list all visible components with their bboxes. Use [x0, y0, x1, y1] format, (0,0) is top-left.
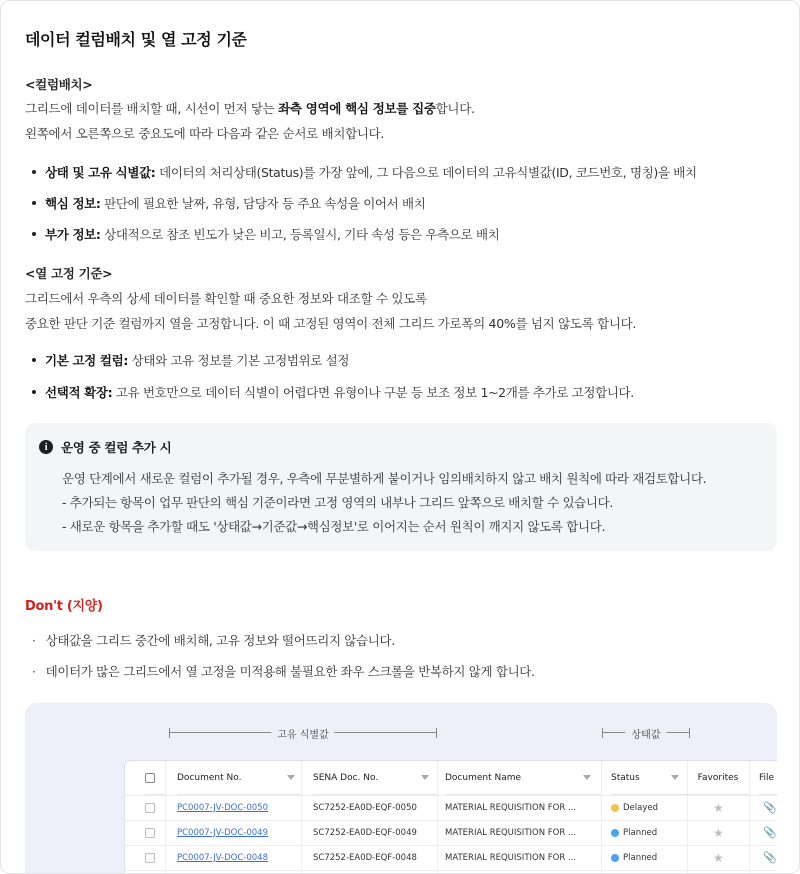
- header-sena-doc-no[interactable]: [313, 761, 437, 795]
- list-item: [32, 351, 349, 369]
- bullet-label: 상태 및 고유 식별값:: [45, 165, 156, 180]
- select-all-checkbox[interactable]: [145, 773, 155, 783]
- status-cell: [611, 820, 657, 845]
- row-checkbox[interactable]: [145, 853, 155, 863]
- star-icon[interactable]: ★: [713, 850, 724, 865]
- row-checkbox-cell: [145, 845, 155, 870]
- text-segment: 합니다.: [435, 101, 475, 116]
- header-label: File: [759, 772, 775, 783]
- column-divider: [301, 761, 302, 874]
- column-layout-line2: 왼쪽에서 오른쪽으로 중요도에 따라 다음과 같은 순서로 배치합니다.: [25, 126, 385, 141]
- info-icon: i: [39, 440, 53, 454]
- column-fixing-line1: 그리드에서 우측의 상세 데이터를 확인할 때 중요한 정보와 대조할 수 있도록: [25, 291, 427, 306]
- document-no-cell[interactable]: [177, 845, 268, 870]
- dont-item-text: 데이터가 많은 그리드에서 열 고정을 미적용해 불필요한 좌우 스크롤을 반복하지 않게 합니다.: [45, 664, 535, 679]
- bracket-label: 고유 식별값: [271, 726, 334, 741]
- header-document-no[interactable]: [177, 761, 301, 795]
- row-checkbox[interactable]: [145, 803, 155, 813]
- id-bracket: [169, 728, 437, 741]
- column-divider: [165, 761, 166, 874]
- column-divider: [749, 761, 750, 874]
- data-grid: [125, 761, 777, 874]
- header-label: Status: [611, 772, 640, 783]
- filter-icon[interactable]: [287, 775, 295, 780]
- document-link[interactable]: PC0007-JV-DOC-0049: [177, 827, 268, 838]
- header-status[interactable]: [611, 761, 687, 795]
- document-link[interactable]: PC0007-JV-DOC-0050: [177, 802, 268, 813]
- column-divider: [601, 761, 602, 874]
- paperclip-icon[interactable]: 📎: [763, 801, 777, 814]
- column-layout-heading: <컬럼배치>: [25, 77, 93, 92]
- middle-dot: ·: [32, 664, 36, 679]
- bracket-label: 상태값: [626, 726, 667, 741]
- header-label: Favorites: [697, 772, 739, 783]
- header-favorites[interactable]: [687, 761, 749, 795]
- filter-icon[interactable]: [421, 775, 429, 780]
- example-grid-panel: [25, 703, 777, 874]
- column-fixing-heading: <열 고정 기준>: [25, 266, 113, 281]
- note-title: [39, 438, 171, 456]
- sena-doc-no-cell: SC7252-EA0D-EQF-0050: [313, 802, 417, 813]
- note-line: 운영 단계에서 새로운 컬럼이 추가될 경우, 우측에 무분별하게 붙이거나 임의배치하지 않고 배치 원칙에 따라 재검토합니다.: [62, 471, 707, 486]
- bullet-text: 고유 번호만으로 데이터 식별이 어렵다면 유형이나 구분 등 보조 정보 1~2개를 추가로 고정합니다.: [112, 385, 634, 400]
- header-document-name[interactable]: [445, 761, 601, 795]
- column-divider: [437, 761, 438, 874]
- bullet-dot: [32, 170, 36, 174]
- filter-icon[interactable]: [671, 775, 679, 780]
- bullet-text: 상대적으로 참조 빈도가 낮은 비고, 등록일시, 기타 속성 등은 우측으로 배치: [100, 227, 500, 242]
- note-title-text: 운영 중 컬럼 추가 시: [61, 440, 172, 455]
- sena-doc-no-cell: SC7252-EA0D-EQF-0049: [313, 827, 417, 838]
- bullet-dot: [32, 390, 36, 394]
- filter-icon[interactable]: [583, 775, 591, 780]
- list-item: [32, 194, 425, 212]
- dont-item-text: 상태값을 그리드 중간에 배치해, 고유 정보와 떨어뜨리지 않습니다.: [45, 633, 395, 648]
- middle-dot: ·: [32, 633, 36, 648]
- row-checkbox-cell: [145, 795, 155, 820]
- header-label: Document No.: [177, 772, 242, 783]
- header-label: SENA Doc. No.: [313, 772, 379, 783]
- favorites-cell: [713, 820, 724, 845]
- bullet-dot: [32, 232, 36, 236]
- favorites-cell: [713, 795, 724, 820]
- favorites-cell: [713, 845, 724, 870]
- file-cell: [763, 795, 777, 820]
- bullet-dot: [32, 201, 36, 205]
- status-text: Delayed: [623, 802, 659, 813]
- status-dot-icon: [611, 829, 619, 837]
- file-cell: [763, 845, 777, 870]
- bullet-dot: [32, 358, 36, 362]
- document-link[interactable]: PC0007-JV-DOC-0048: [177, 852, 268, 863]
- paperclip-icon[interactable]: 📎: [763, 826, 777, 839]
- status-dot-icon: [611, 804, 619, 812]
- dont-item: [32, 662, 535, 680]
- row-divider: [125, 870, 777, 871]
- sena-doc-no-cell: SC7252-EA0D-EQF-0048: [313, 852, 417, 863]
- status-text: Planned: [623, 827, 658, 838]
- document-name-cell: MATERIAL REQUISITION FOR ...: [445, 802, 577, 813]
- document-name-cell: MATERIAL REQUISITION FOR ...: [445, 852, 577, 863]
- list-item: [32, 383, 634, 401]
- row-checkbox[interactable]: [145, 828, 155, 838]
- dont-heading: Don't (지양): [25, 599, 103, 614]
- column-layout-line1: [25, 99, 475, 117]
- bullet-label: 기본 고정 컬럼:: [45, 353, 129, 368]
- file-cell: [763, 820, 777, 845]
- document-no-cell[interactable]: [177, 795, 268, 820]
- status-text: Planned: [623, 852, 658, 863]
- bullet-text: 상태와 고유 정보를 기본 고정범위로 설정: [128, 353, 350, 368]
- bullet-text: 데이터의 처리상태(Status)를 가장 앞에, 그 다음으로 데이터의 고유식별값(ID, 코드번호, 명칭)을 배치: [155, 165, 697, 180]
- status-dot-icon: [611, 854, 619, 862]
- bullet-label: 선택적 확장:: [45, 385, 113, 400]
- bullet-label: 부가 정보:: [45, 227, 101, 242]
- list-item: [32, 163, 697, 181]
- row-checkbox-cell: [145, 820, 155, 845]
- bullet-label: 핵심 정보:: [45, 196, 101, 211]
- emphasis-text: 좌측 영역에 핵심 정보를 집중: [278, 101, 436, 116]
- text-segment: 그리드에 데이터를 배치할 때, 시선이 먼저 닿는: [25, 101, 279, 116]
- status-cell: [611, 845, 657, 870]
- dont-item: [32, 631, 395, 649]
- document-name-cell: MATERIAL REQUISITION FOR ...: [445, 827, 577, 838]
- paperclip-icon[interactable]: 📎: [763, 851, 777, 864]
- column-fixing-line2: 중요한 판단 기준 컬럼까지 열을 고정합니다. 이 때 고정된 영역이 전체 그리드 가로폭의 40%를 넘지 않도록 합니다.: [25, 316, 637, 331]
- bullet-text: 판단에 필요한 날짜, 유형, 담당자 등 주요 속성을 이어서 배치: [100, 196, 426, 211]
- star-icon[interactable]: ★: [713, 800, 724, 815]
- header-label: Document Name: [445, 772, 522, 783]
- info-note: [25, 423, 777, 551]
- document-no-cell[interactable]: [177, 820, 268, 845]
- status-cell: [611, 795, 658, 820]
- note-line: - 새로운 항목을 추가할 때도 '상태값→기준값→핵심정보'로 이어지는 순서 원칙이 깨지지 않도록 합니다.: [62, 519, 606, 534]
- status-bracket: [602, 728, 690, 741]
- page-title: 데이터 컬럼배치 및 열 고정 기준: [25, 30, 247, 49]
- star-icon[interactable]: ★: [713, 825, 724, 840]
- header-file[interactable]: [759, 761, 777, 795]
- list-item: [32, 225, 499, 243]
- note-line: - 추가되는 항목이 업무 판단의 핵심 기준이라면 고정 영역의 내부나 그리드 앞쪽으로 배치할 수 있습니다.: [62, 495, 613, 510]
- header-checkbox-cell: [145, 761, 165, 795]
